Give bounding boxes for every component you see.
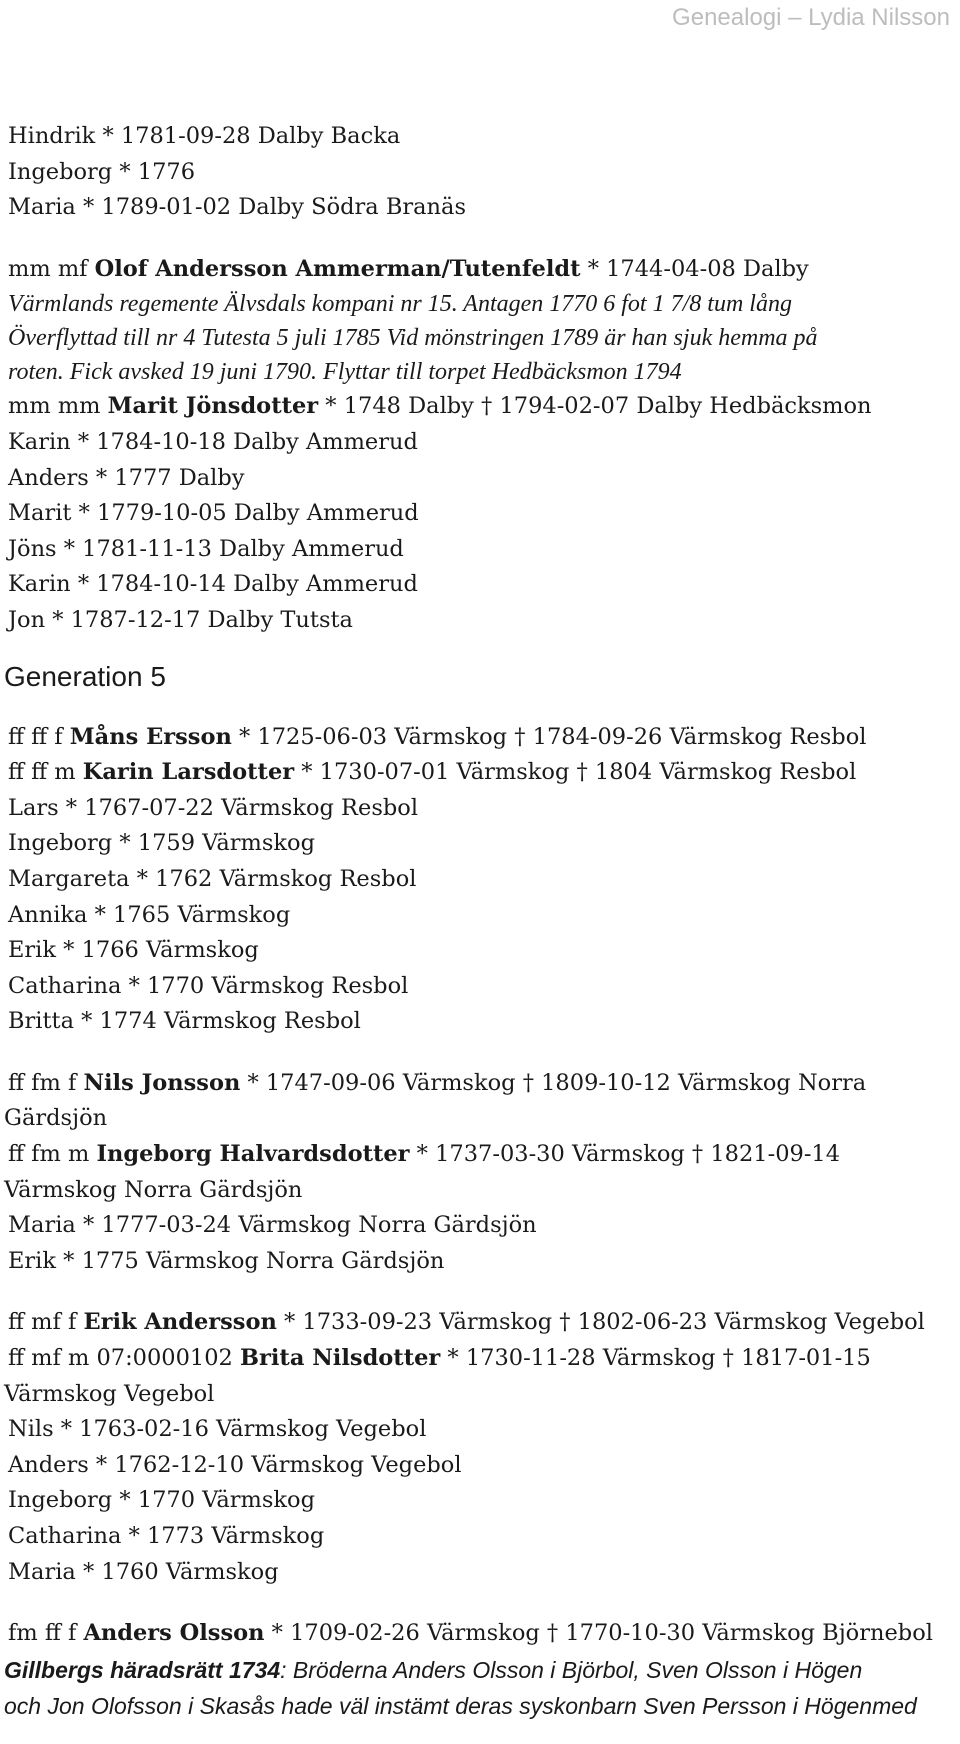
child-entry: Catharina * 1770 Värmskog Resbol: [8, 972, 409, 999]
ancestor-code: ff mf m 07:0000102: [8, 1345, 241, 1372]
child-entry: Maria * 1760 Värmskog: [8, 1558, 279, 1585]
person-note: Överflyttad till nr 4 Tutesta 5 juli 1785 Vid mönstringen 1789 är han sjuk hemma på: [8, 325, 818, 352]
person-name: Måns Ersson: [69, 723, 232, 750]
child-entry: Erik * 1775 Värmskog Norra Gärdsjön: [8, 1247, 445, 1274]
person-dates: * 1733-09-23 Värmskog † 1802-06-23 Värmskog Vegebol: [276, 1309, 925, 1336]
children-list-a: [8, 119, 954, 226]
child-entry: Anders * 1762-12-10 Värmskog Vegebol: [8, 1451, 462, 1478]
person-name: Olof Andersson Ammerman/Tutenfeldt: [94, 255, 581, 282]
person-name: Anders Olsson: [83, 1620, 265, 1647]
person-entry-father: [8, 1616, 954, 1652]
person-note: Värmlands regemente Älvsdals kompani nr 15. Antagen 1770 6 fot 1 7/8 tum lång: [8, 291, 792, 318]
child-entry: Annika * 1765 Värmskog: [8, 901, 291, 928]
child-entry: Hindrik * 1781-09-28 Dalby Backa: [8, 123, 401, 149]
child-entry: Lars * 1767-07-22 Värmskog Resbol: [8, 794, 419, 821]
person-name: Brita Nilsdotter: [240, 1345, 441, 1372]
child-entry: Jon * 1787-12-17 Dalby Tutsta: [8, 606, 353, 633]
child-entry: Margareta * 1762 Värmskog Resbol: [8, 865, 417, 892]
person-entry-mmmf: [8, 252, 954, 288]
person-entry-father: [8, 720, 954, 756]
child-entry: Marit * 1779-10-05 Dalby Ammerud: [8, 500, 419, 527]
ancestor-code: mm mf: [8, 255, 95, 282]
child-entry: Erik * 1766 Värmskog: [8, 937, 259, 964]
ancestor-code: ff fm m: [8, 1141, 97, 1168]
ancestor-code: ff ff m: [8, 759, 83, 786]
child-entry: Nils * 1763-02-16 Värmskog Vegebol: [8, 1416, 427, 1443]
ancestor-code: ff mf f: [8, 1309, 84, 1336]
person-dates: * 1737-03-30 Värmskog † 1821-09-14: [409, 1141, 841, 1168]
person-entry-continuation: Värmskog Norra Gärdsjön: [4, 1176, 303, 1203]
court-record-text: och Jon Olofsson i Skasås hade väl instämt deras syskonbarn Sven Persson i Högenmed: [4, 1692, 917, 1719]
spacer: [8, 1279, 954, 1305]
person-dates: * 1725-06-03 Värmskog † 1784-09-26 Värmskog Resbol: [231, 723, 867, 750]
person-dates: * 1730-11-28 Värmskog † 1817-01-15: [440, 1345, 871, 1372]
person-dates: * 1747-09-06 Värmskog † 1809-10-12 Värmskog Norra: [240, 1069, 867, 1096]
child-entry: Ingeborg * 1776: [8, 158, 196, 185]
person-name: Marit Jönsdotter: [107, 393, 319, 420]
court-record-text: : Bröderna Anders Olsson i Björbol, Sven Olsson i Högen: [280, 1656, 863, 1683]
court-record: [4, 1652, 954, 1688]
person-dates: * 1748 Dalby † 1794-02-07 Dalby Hedbäcksmon: [318, 393, 872, 420]
document-body: [4, 119, 954, 1724]
person-name: Karin Larsdotter: [82, 759, 295, 786]
person-entry-father: [8, 1305, 954, 1341]
person-dates: * 1709-02-26 Värmskog † 1770-10-30 Värmskog Björnebol: [264, 1620, 933, 1647]
person-entry-mother: [8, 1341, 954, 1377]
child-entry: Karin * 1784-10-14 Dalby Ammerud: [8, 571, 418, 598]
child-entry: Anders * 1777 Dalby: [8, 464, 245, 491]
spacer: [8, 1590, 954, 1616]
child-entry: Karin * 1784-10-18 Dalby Ammerud: [8, 428, 418, 455]
person-entry-mmmm: [8, 389, 954, 425]
child-entry: Catharina * 1773 Värmskog: [8, 1523, 325, 1549]
child-entry: Ingeborg * 1770 Värmskog: [8, 1487, 315, 1514]
ancestor-code: ff fm f: [8, 1069, 84, 1096]
court-record-title: Gillbergs häradsrätt 1734: [4, 1656, 281, 1683]
ancestor-code: mm mm: [8, 393, 108, 420]
page-header: Genealogi – Lydia Nilsson: [672, 4, 950, 31]
person-note: roten. Fick avsked 19 juni 1790. Flyttar till torpet Hedbäcksmon 1794: [8, 359, 682, 386]
spacer: [8, 1040, 954, 1066]
child-entry: Maria * 1789-01-02 Dalby Södra Branäs: [8, 194, 467, 221]
person-entry-father: [8, 1066, 954, 1102]
child-entry: Maria * 1777-03-24 Värmskog Norra Gärdsjön: [8, 1212, 537, 1239]
child-entry: Ingeborg * 1759 Värmskog: [8, 830, 315, 857]
ancestor-code: ff ff f: [8, 723, 70, 750]
person-name: Ingeborg Halvardsdotter: [96, 1141, 410, 1168]
person-dates: * 1744-04-08 Dalby: [580, 255, 809, 282]
generation-heading: Generation 5: [4, 660, 166, 692]
child-entry: Britta * 1774 Värmskog Resbol: [8, 1008, 361, 1035]
ancestor-code: fm ff f: [8, 1620, 84, 1647]
person-entry-continuation: Värmskog Vegebol: [4, 1380, 215, 1407]
person-dates: * 1730-07-01 Värmskog † 1804 Värmskog Resbol: [294, 759, 857, 786]
person-name: Erik Andersson: [83, 1309, 277, 1336]
person-entry-continuation: Gärdsjön: [4, 1105, 108, 1132]
person-entry-mother: [8, 1137, 954, 1173]
children-list-b: [8, 425, 954, 639]
spacer: [8, 226, 954, 252]
child-entry: Jöns * 1781-11-13 Dalby Ammerud: [8, 535, 404, 562]
person-name: Nils Jonsson: [83, 1069, 241, 1096]
person-entry-mother: [8, 755, 954, 791]
